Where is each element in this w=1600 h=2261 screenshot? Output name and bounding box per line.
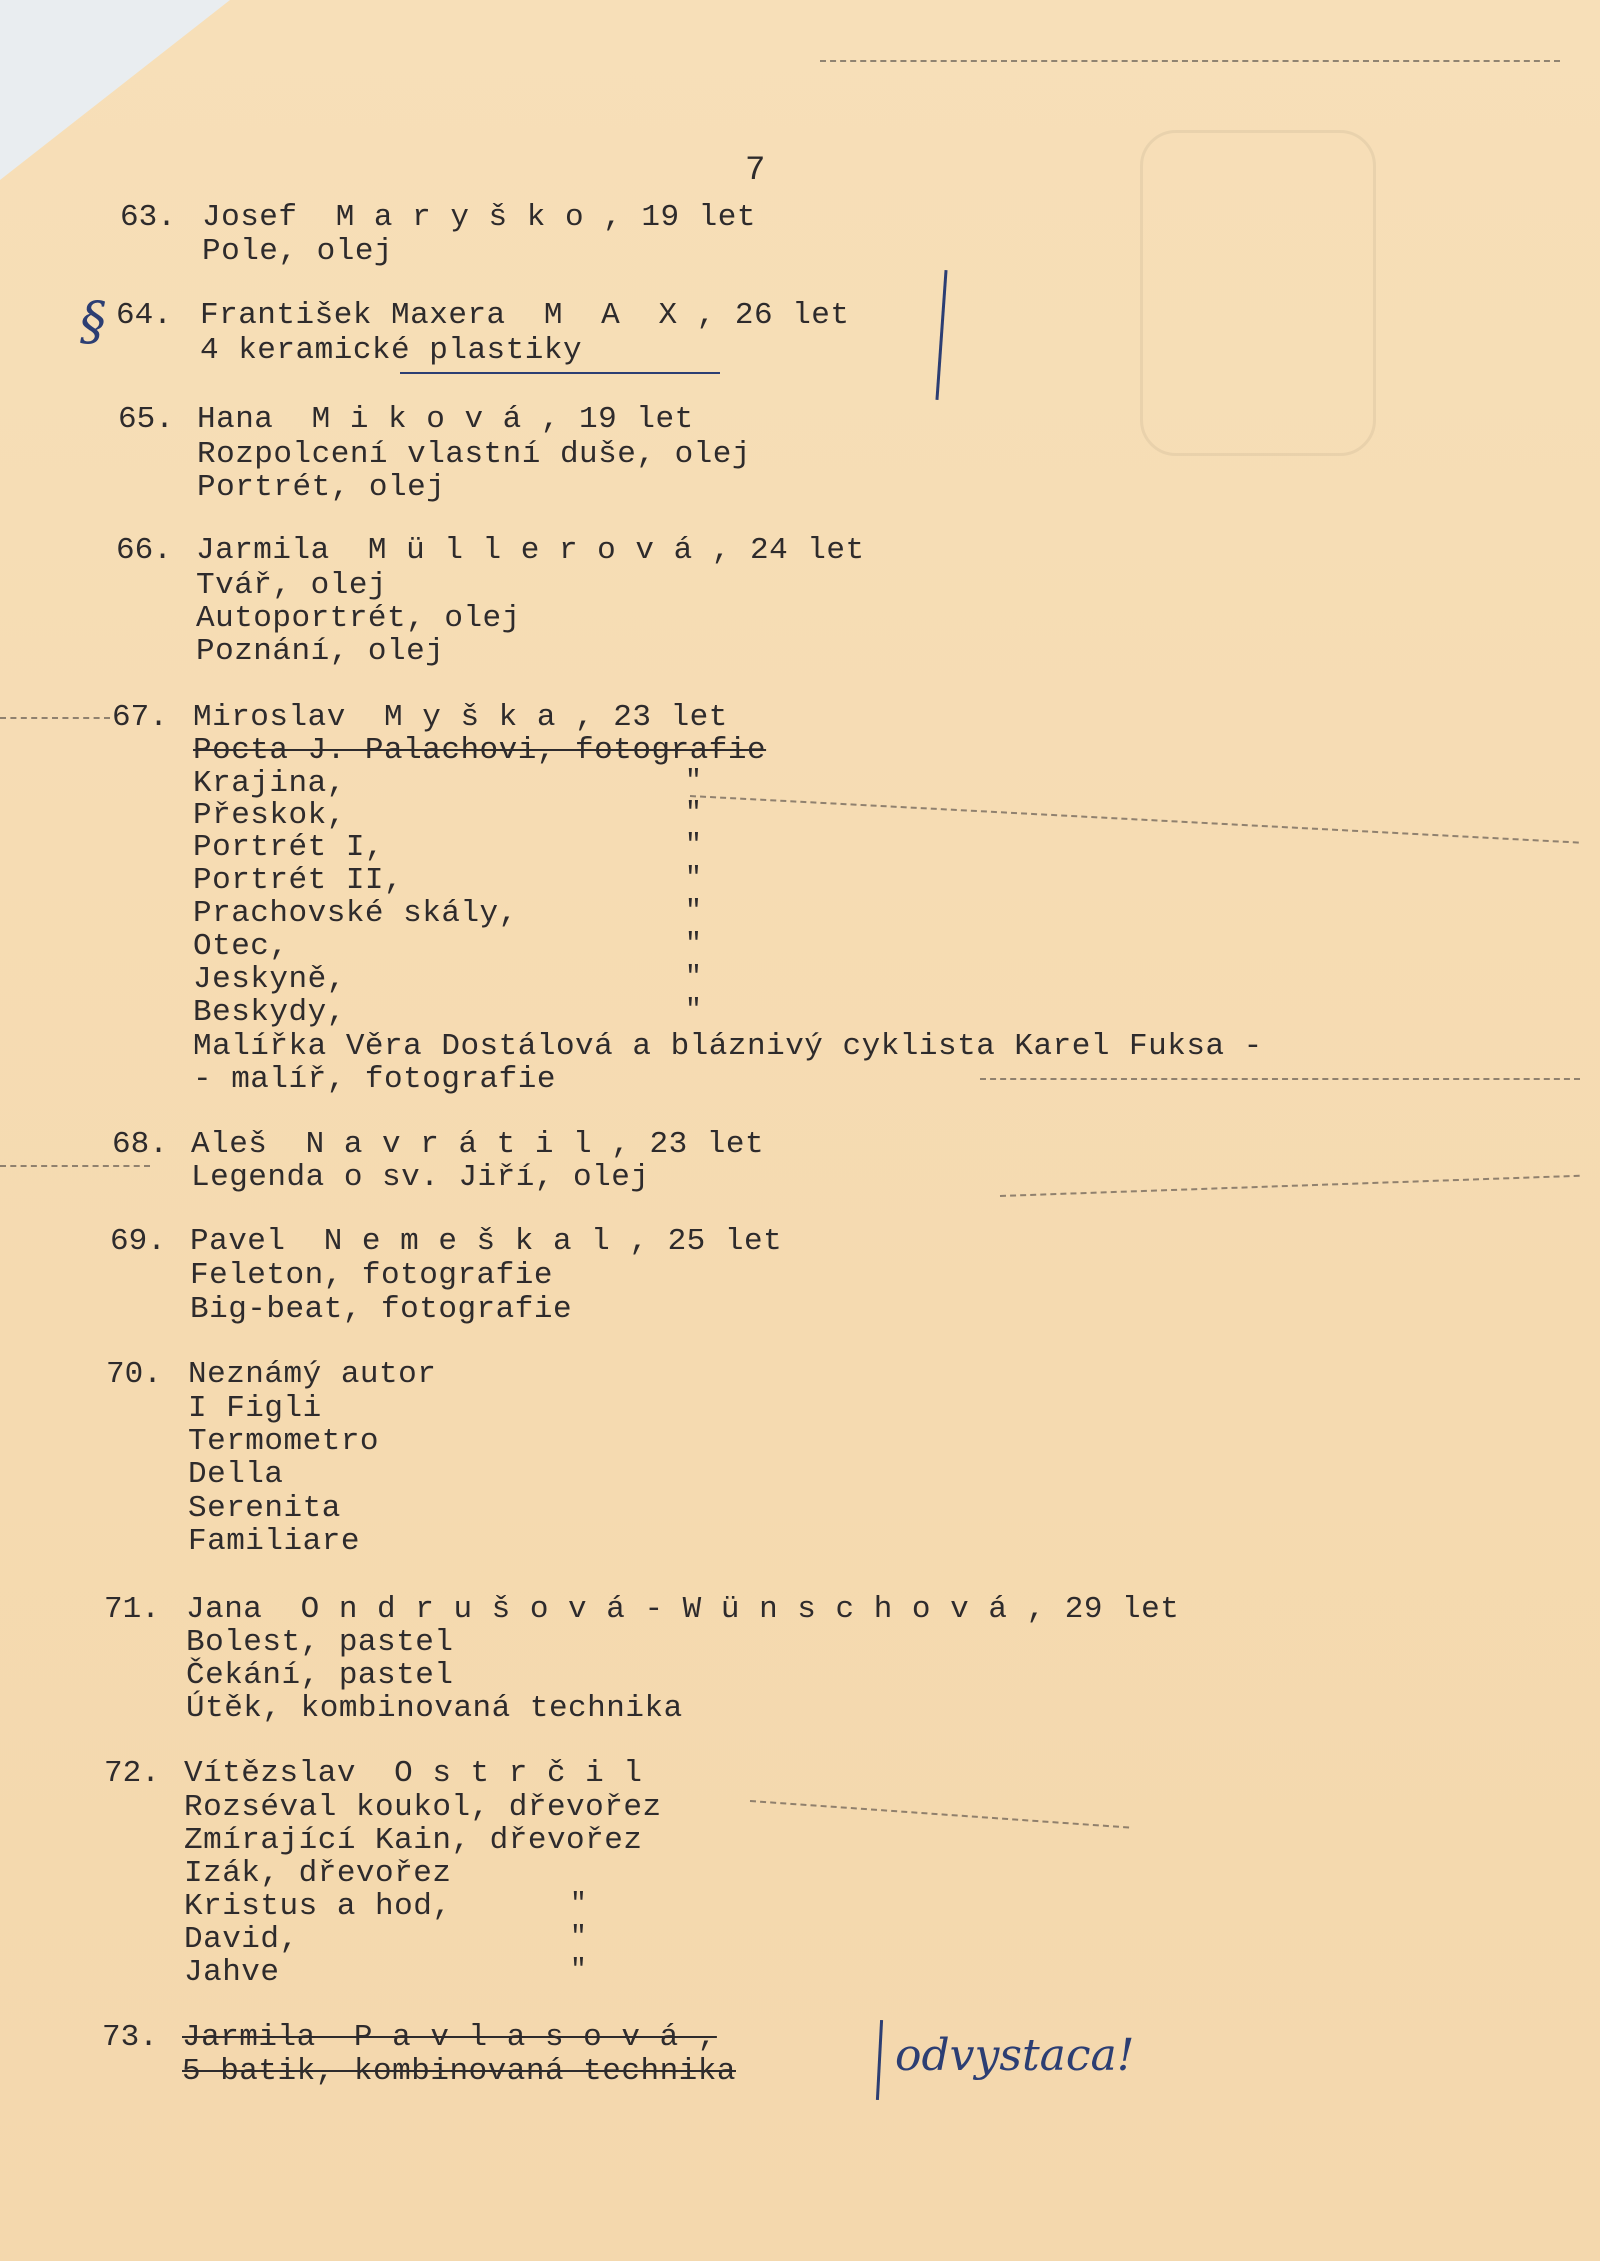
ditto-mark: "	[570, 1889, 587, 1920]
entry-number: 64.	[116, 298, 172, 333]
entry-line: Bolest, pastel	[186, 1625, 454, 1660]
dashed-rule	[820, 60, 1560, 62]
entry-line: Pocta J. Palachovi, fotografie	[193, 733, 767, 768]
entry-number: 73.	[102, 2020, 158, 2055]
ditto-mark: "	[685, 896, 702, 927]
watermark-stamp	[1140, 130, 1376, 456]
ditto-mark: "	[685, 766, 702, 797]
handwritten-note: odvystaca!	[895, 2030, 1135, 2081]
ink-underline	[400, 372, 720, 374]
entry-line: Kristus a hod,	[184, 1889, 452, 1924]
entry-line: Big-beat, fotografie	[190, 1292, 573, 1327]
entry-header: František Maxera M A X , 26 let	[200, 298, 850, 333]
entry-line: Malířka Věra Dostálová a bláznivý cyklista Karel Fuksa -	[193, 1029, 1263, 1064]
dashed-rule	[0, 1165, 150, 1167]
entry-line: Termometro	[188, 1424, 380, 1459]
entry-line: Prachovské skály,	[193, 896, 518, 931]
entry-line: Pole, olej	[202, 234, 394, 269]
entry-header: Jarmila P a v l a s o v á ,	[182, 2020, 717, 2055]
entry-line: Beskydy,	[193, 995, 346, 1030]
entry-line: Krajina,	[193, 766, 346, 801]
dashed-rule	[0, 717, 110, 719]
entry-line: David,	[184, 1922, 299, 1957]
ditto-mark: "	[685, 962, 702, 993]
dashed-rule	[690, 795, 1579, 844]
entry-line: Otec,	[193, 929, 289, 964]
dashed-rule	[750, 1800, 1129, 1829]
entry-line: Rozséval koukol, dřevořez	[184, 1790, 662, 1825]
entry-number: 71.	[104, 1592, 160, 1627]
entry-line: Serenita	[188, 1491, 341, 1526]
entry-number: 72.	[104, 1756, 160, 1791]
entry-line: Jeskyně,	[193, 962, 346, 997]
entry-line: Portrét II,	[193, 863, 404, 898]
entry-header: Josef M a r y š k o , 19 let	[202, 200, 756, 235]
entry-header: Miroslav M y š k a , 23 let	[193, 700, 728, 735]
entry-line: Poznání, olej	[196, 634, 445, 669]
ditto-mark: "	[685, 798, 702, 829]
ditto-mark: "	[570, 1955, 587, 1986]
dashed-rule	[980, 1078, 1580, 1080]
entry-header: Jana O n d r u š o v á - W ü n s c h o v á , 29 let	[186, 1592, 1180, 1627]
entry-number: 70.	[106, 1357, 162, 1392]
entry-line: Feleton, fotografie	[190, 1258, 553, 1293]
entry-header: Vítězslav O s t r č i l	[184, 1756, 643, 1791]
entry-line: Útěk, kombinovaná technika	[186, 1691, 683, 1726]
ink-margin-mark	[876, 2020, 883, 2100]
entry-header: Neznámý autor	[188, 1357, 437, 1392]
entry-line: Přeskok,	[193, 798, 346, 833]
ditto-mark: "	[685, 863, 702, 894]
ditto-mark: "	[685, 830, 702, 861]
entry-header: Pavel N e m e š k a l , 25 let	[190, 1224, 783, 1259]
entry-number: 67.	[112, 700, 168, 735]
entry-number: 63.	[120, 200, 176, 235]
entry-line: Legenda o sv. Jiří, olej	[191, 1160, 650, 1195]
entry-line: Della	[188, 1457, 284, 1492]
ditto-mark: "	[570, 1922, 587, 1953]
entry-header: Hana M i k o v á , 19 let	[197, 402, 694, 437]
entry-line: Rozpolcení vlastní duše, olej	[197, 437, 751, 472]
folded-corner	[0, 0, 230, 180]
entry-line: Izák, dřevořez	[184, 1856, 452, 1891]
entry-line: 4 keramické plastiky	[200, 333, 583, 368]
entry-header: Aleš N a v r á t i l , 23 let	[191, 1127, 765, 1162]
entry-number: 66.	[116, 533, 172, 568]
ditto-mark: "	[685, 929, 702, 960]
entry-header: Jarmila M ü l l e r o v á , 24 let	[196, 533, 865, 568]
ink-margin-mark	[935, 270, 947, 400]
entry-number: 65.	[118, 402, 174, 437]
page-number: 7	[745, 152, 766, 190]
entry-line: Zmírající Kain, dřevořez	[184, 1823, 643, 1858]
entry-line: - malíř, fotografie	[193, 1062, 556, 1097]
entry-line: Familiare	[188, 1524, 360, 1559]
entry-line: Jahve	[184, 1955, 280, 1990]
entry-line: 5 batik, kombinovaná technika	[182, 2054, 736, 2089]
entry-line: Tvář, olej	[196, 568, 388, 603]
ditto-mark: "	[685, 995, 702, 1026]
ink-margin-scribble: §	[80, 292, 106, 352]
dashed-rule	[1000, 1175, 1580, 1197]
entry-line: Čekání, pastel	[186, 1658, 454, 1693]
entry-number: 69.	[110, 1224, 166, 1259]
entry-line: Portrét I,	[193, 830, 385, 865]
entry-line: I Figli	[188, 1391, 322, 1426]
entry-line: Portrét, olej	[197, 470, 446, 505]
entry-line: Autoportrét, olej	[196, 601, 521, 636]
entry-number: 68.	[112, 1127, 168, 1162]
